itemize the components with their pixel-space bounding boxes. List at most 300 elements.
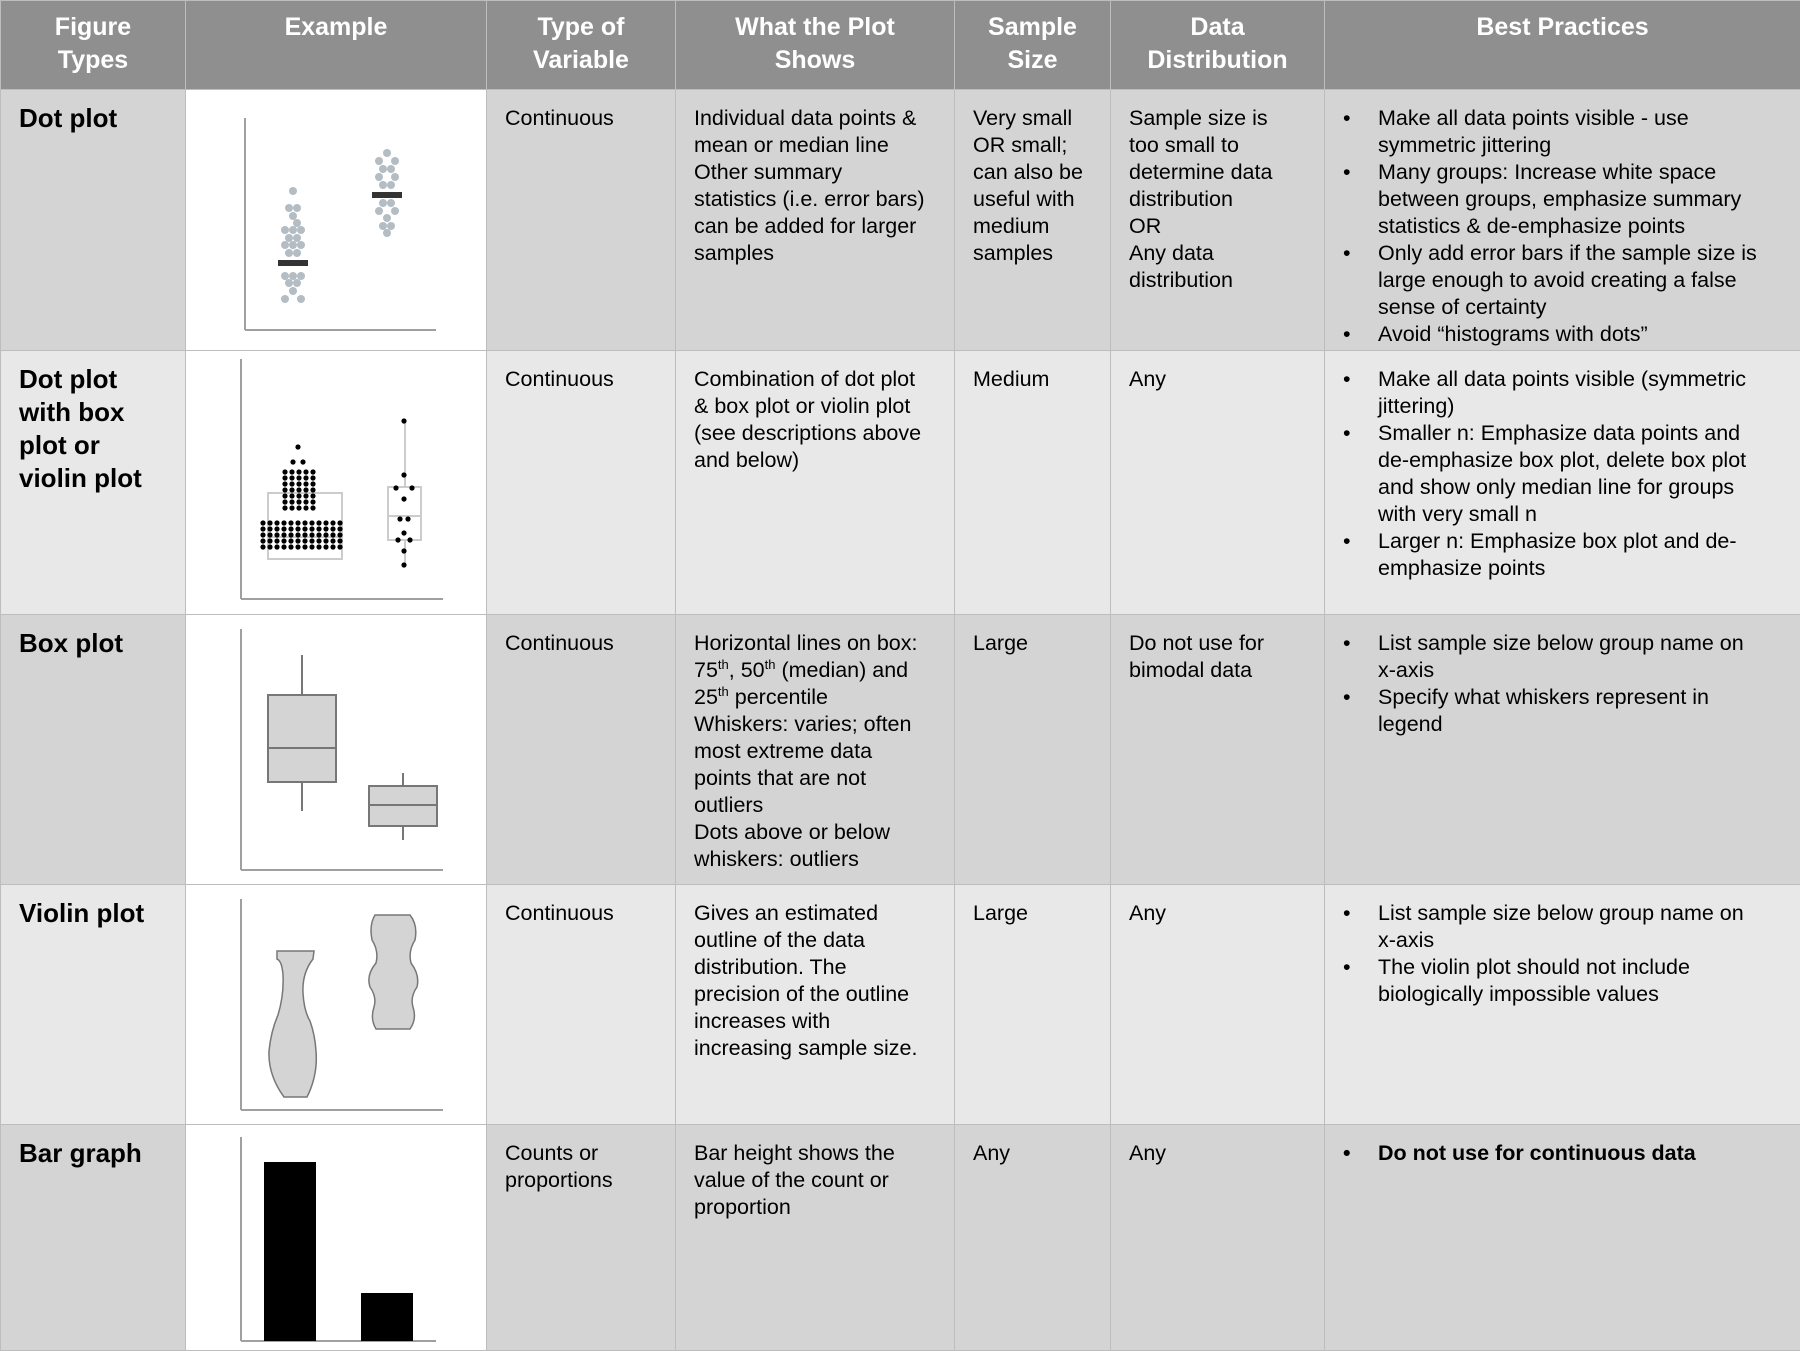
practice-text: • The violin plot should not include (1378, 954, 1784, 981)
data-point (302, 532, 307, 537)
figure-type-cell (1, 1125, 186, 1351)
data-point (330, 526, 335, 531)
shows-text: mean or median line (694, 132, 938, 159)
data-point (289, 287, 297, 295)
practice-text: sense of certainty (1378, 294, 1784, 321)
data-point (282, 469, 287, 474)
figure-type-cell (1, 90, 186, 351)
example-cell (186, 885, 487, 1125)
data-point (289, 212, 297, 220)
data-point (293, 234, 301, 242)
data-point (302, 544, 307, 549)
violin-shape (369, 915, 418, 1029)
shows-cell (676, 90, 955, 351)
data-point (391, 173, 399, 181)
shows-text: can be added for larger (694, 213, 938, 240)
data-point (296, 499, 301, 504)
data-point (379, 222, 387, 230)
practice-text: statistics & de-emphasize points (1378, 213, 1784, 240)
distribution-cell (1111, 351, 1325, 615)
data-point (289, 187, 297, 195)
data-point (337, 544, 342, 549)
data-point (289, 475, 294, 480)
shows-text: Individual data points & (694, 105, 938, 132)
variable-cell (487, 351, 676, 615)
sample-text: Large (973, 630, 1094, 657)
data-point (316, 544, 321, 549)
data-point (288, 520, 293, 525)
data-point (274, 520, 279, 525)
header-row (1, 1, 1800, 90)
data-point (281, 272, 289, 280)
table-row (1, 1125, 1800, 1351)
shows-text: Gives an estimated (694, 900, 938, 927)
sample-text: Large (973, 900, 1094, 927)
variable-text: Continuous (505, 105, 659, 132)
pct-25: 25 (694, 685, 718, 709)
data-point (260, 520, 265, 525)
data-point (330, 532, 335, 537)
table-row (1, 90, 1800, 351)
data-point (323, 538, 328, 543)
sample-text: OR small; (973, 132, 1094, 159)
header-text: Data (1111, 11, 1324, 44)
data-point (285, 279, 293, 287)
data-point (289, 481, 294, 486)
figure-type-text: violin plot (19, 462, 175, 495)
header-text: Figure (1, 11, 185, 44)
data-point (405, 516, 410, 521)
practice-text: • Larger n: Emphasize box plot and de- (1378, 528, 1784, 555)
variable-cell (487, 615, 676, 885)
data-point (401, 530, 406, 535)
distribution-text: distribution (1129, 267, 1308, 294)
best-practice-item (1343, 321, 1784, 348)
distribution-text: Sample size is (1129, 105, 1308, 132)
data-point (303, 469, 308, 474)
figure-type-text: Dot plot (19, 363, 175, 396)
best-practices-cell (1325, 1125, 1800, 1351)
practice-text: • Make all data points visible - use (1378, 105, 1784, 132)
data-point (288, 532, 293, 537)
example-cell (186, 90, 487, 351)
variable-text: proportions (505, 1167, 659, 1194)
sample-text: useful with (973, 186, 1094, 213)
dot-box-plot-example (186, 351, 487, 615)
data-point (323, 544, 328, 549)
data-point (393, 485, 398, 490)
violin-shape (269, 951, 316, 1097)
data-point (323, 532, 328, 537)
shows-text: increasing sample size. (694, 1035, 938, 1062)
best-practices-list (1343, 630, 1784, 738)
box-plot-example (186, 615, 487, 885)
header-text: Example (186, 11, 486, 44)
data-point (285, 234, 293, 242)
best-practice-item (1343, 1140, 1784, 1167)
data-point (309, 526, 314, 531)
data-point (260, 538, 265, 543)
data-point (288, 544, 293, 549)
data-point (387, 199, 395, 207)
example-cell (186, 351, 487, 615)
data-point (297, 295, 305, 303)
data-point (401, 496, 406, 501)
data-point (289, 241, 297, 249)
distribution-text: Any data (1129, 240, 1308, 267)
best-practice-item (1343, 528, 1784, 582)
sample-size-cell (955, 615, 1111, 885)
data-point (391, 157, 399, 165)
data-point (282, 499, 287, 504)
figure-type-cell (1, 351, 186, 615)
best-practice-item (1343, 159, 1784, 240)
best-practices-list (1343, 105, 1784, 348)
best-practice-item (1343, 420, 1784, 528)
ordinal-suffix: th (718, 657, 729, 672)
data-point (296, 475, 301, 480)
best-practices-cell (1325, 90, 1800, 351)
data-point (397, 516, 402, 521)
practice-text: de-emphasize box plot, delete box plot (1378, 447, 1784, 474)
data-point (289, 469, 294, 474)
data-point (281, 538, 286, 543)
data-point (282, 505, 287, 510)
distribution-cell (1111, 1125, 1325, 1351)
distribution-text: distribution (1129, 186, 1308, 213)
data-point (379, 199, 387, 207)
practice-text: and show only median line for groups (1378, 474, 1784, 501)
best-practice-item (1343, 105, 1784, 159)
distribution-text: Any (1129, 900, 1308, 927)
data-point (310, 481, 315, 486)
variable-text: Continuous (505, 366, 659, 393)
table-row (1, 351, 1800, 615)
header-text: Sample (955, 11, 1110, 44)
sample-text: Any (973, 1140, 1094, 1167)
data-point (297, 226, 305, 234)
data-point (303, 499, 308, 504)
percentile-label: percentile (729, 685, 828, 709)
practice-text: • Only add error bars if the sample size is (1378, 240, 1784, 267)
data-point (295, 520, 300, 525)
distribution-text: too small to (1129, 132, 1308, 159)
best-practices-list (1343, 366, 1784, 582)
data-point (379, 181, 387, 189)
best-practice-item (1343, 366, 1784, 420)
data-point (295, 526, 300, 531)
practice-text: jittering) (1378, 393, 1784, 420)
data-point (281, 526, 286, 531)
data-point (303, 493, 308, 498)
data-point (295, 444, 300, 449)
median-line (372, 192, 402, 198)
best-practice-item (1343, 954, 1784, 1008)
data-point (323, 520, 328, 525)
data-point (407, 537, 412, 542)
shows-text: distribution. The (694, 954, 938, 981)
figure-type-text: Box plot (19, 627, 175, 660)
shows-text: statistics (i.e. error bars) (694, 186, 938, 213)
practice-text: with very small n (1378, 501, 1784, 528)
best-practices-list (1343, 1140, 1784, 1167)
shows-cell (676, 351, 955, 615)
variable-cell (487, 1125, 676, 1351)
pct-75: 75 (694, 658, 718, 682)
distribution-cell (1111, 90, 1325, 351)
data-point (282, 487, 287, 492)
shows-text: whiskers: outliers (694, 846, 938, 873)
header-text: Shows (676, 44, 954, 77)
data-point (300, 459, 305, 464)
shows-text: & box plot or violin plot (694, 393, 938, 420)
data-point (387, 222, 395, 230)
data-point (297, 241, 305, 249)
percentile-line (694, 657, 938, 684)
shows-text: Dots above or below (694, 819, 938, 846)
data-point (281, 544, 286, 549)
header-sample-size (955, 1, 1111, 90)
distribution-text: Any (1129, 1140, 1308, 1167)
data-point (337, 532, 342, 537)
data-point (383, 149, 391, 157)
shows-cell (676, 885, 955, 1125)
median-label: (median) and (775, 658, 908, 682)
best-practice-item (1343, 630, 1784, 684)
data-point (375, 173, 383, 181)
table-row (1, 885, 1800, 1125)
data-point (267, 520, 272, 525)
data-point (293, 279, 301, 287)
shows-text: value of the count or (694, 1167, 938, 1194)
distribution-text: determine data (1129, 159, 1308, 186)
data-point (296, 481, 301, 486)
data-point (295, 544, 300, 549)
shows-text: points that are not (694, 765, 938, 792)
distribution-cell (1111, 615, 1325, 885)
box (268, 695, 336, 782)
data-point (316, 532, 321, 537)
data-point (303, 481, 308, 486)
data-point (383, 214, 391, 222)
median-line (278, 260, 308, 266)
variable-cell (487, 90, 676, 351)
data-point (323, 526, 328, 531)
violin-plot-example (186, 885, 487, 1125)
data-point (267, 526, 272, 531)
data-point (260, 532, 265, 537)
bar (264, 1162, 316, 1341)
header-text: Distribution (1111, 44, 1324, 77)
best-practice-item (1343, 240, 1784, 321)
dot-group-1 (281, 187, 305, 303)
header-text: Type of (487, 11, 675, 44)
sample-text: can also be (973, 159, 1094, 186)
shows-text: and below) (694, 447, 938, 474)
data-point (303, 505, 308, 510)
data-point (295, 538, 300, 543)
example-cell (186, 615, 487, 885)
practice-text: symmetric jittering (1378, 132, 1784, 159)
data-point (337, 520, 342, 525)
data-point (282, 493, 287, 498)
header-type-of-variable (487, 1, 676, 90)
data-point (395, 537, 400, 542)
data-point (302, 526, 307, 531)
header-data-distribution (1111, 1, 1325, 90)
dot-group-3 (260, 444, 342, 549)
separator: , (729, 658, 741, 682)
shows-text: most extreme data (694, 738, 938, 765)
shows-text: increases with (694, 1008, 938, 1035)
bar-graph-example (186, 1125, 487, 1351)
data-point (296, 493, 301, 498)
data-point (293, 204, 301, 212)
practice-text: biologically impossible values (1378, 981, 1784, 1008)
data-point (316, 526, 321, 531)
data-point (290, 459, 295, 464)
practice-text: • List sample size below group name on (1378, 630, 1784, 657)
data-point (330, 538, 335, 543)
data-point (260, 526, 265, 531)
practice-text: x-axis (1378, 927, 1784, 954)
data-point (330, 520, 335, 525)
data-point (316, 520, 321, 525)
data-point (281, 295, 289, 303)
data-point (267, 544, 272, 549)
data-point (289, 487, 294, 492)
best-practices-cell (1325, 615, 1800, 885)
practice-text: emphasize points (1378, 555, 1784, 582)
sample-text: Very small (973, 105, 1094, 132)
data-point (281, 241, 289, 249)
best-practice-item (1343, 900, 1784, 954)
sample-text: Medium (973, 366, 1094, 393)
data-point (295, 532, 300, 537)
data-point (302, 538, 307, 543)
header-example (186, 1, 487, 90)
practice-text: • Many groups: Increase white space (1378, 159, 1784, 186)
data-point (289, 493, 294, 498)
best-practices-cell (1325, 885, 1800, 1125)
distribution-text: bimodal data (1129, 657, 1308, 684)
practice-text: • Avoid “histograms with dots” (1378, 321, 1784, 348)
data-point (401, 472, 406, 477)
shows-text: outliers (694, 792, 938, 819)
data-point (281, 226, 289, 234)
data-point (303, 475, 308, 480)
data-point (375, 157, 383, 165)
header-text: Variable (487, 44, 675, 77)
data-point (337, 526, 342, 531)
practice-text: legend (1378, 711, 1784, 738)
header-best-practices (1325, 1, 1800, 90)
data-point (288, 538, 293, 543)
data-point (281, 520, 286, 525)
data-point (296, 469, 301, 474)
data-point (285, 204, 293, 212)
shows-cell (676, 1125, 955, 1351)
sample-text: samples (973, 240, 1094, 267)
data-point (310, 469, 315, 474)
data-point (309, 544, 314, 549)
data-point (310, 493, 315, 498)
distribution-text: OR (1129, 213, 1308, 240)
pct-50: 50 (741, 658, 765, 682)
practice-text: • Specify what whiskers represent in (1378, 684, 1784, 711)
variable-cell (487, 885, 676, 1125)
data-point (289, 272, 297, 280)
shows-cell (676, 615, 955, 885)
data-point (316, 538, 321, 543)
figure-type-text: Bar graph (19, 1137, 175, 1170)
practice-text: between groups, emphasize summary (1378, 186, 1784, 213)
shows-text: Horizontal lines on box: (694, 630, 938, 657)
figure-type-text: Violin plot (19, 897, 175, 930)
shows-text: precision of the outline (694, 981, 938, 1008)
practice-text: • List sample size below group name on (1378, 900, 1784, 927)
data-point (401, 548, 406, 553)
data-point (303, 487, 308, 492)
data-point (309, 538, 314, 543)
data-point (281, 532, 286, 537)
figure-type-cell (1, 885, 186, 1125)
data-point (330, 544, 335, 549)
data-point (383, 229, 391, 237)
data-point (267, 538, 272, 543)
figure-type-text: with box (19, 396, 175, 429)
figure-type-cell (1, 615, 186, 885)
data-point (375, 207, 383, 215)
header-what-plot-shows (676, 1, 955, 90)
figure-type-text: plot or (19, 429, 175, 462)
distribution-cell (1111, 885, 1325, 1125)
data-point (274, 544, 279, 549)
sample-size-cell (955, 90, 1111, 351)
variable-text: Continuous (505, 900, 659, 927)
data-point (285, 249, 293, 257)
data-point (288, 526, 293, 531)
distribution-text: Any (1129, 366, 1308, 393)
practice-text: • Smaller n: Emphasize data points and (1378, 420, 1784, 447)
data-point (401, 418, 406, 423)
data-point (296, 505, 301, 510)
header-text: Types (1, 44, 185, 77)
best-practices-list (1343, 900, 1784, 1008)
data-point (293, 219, 301, 227)
variable-text: Counts or (505, 1140, 659, 1167)
data-point (267, 532, 272, 537)
data-point (274, 526, 279, 531)
data-point (297, 272, 305, 280)
header-text: What the Plot (676, 11, 954, 44)
data-point (260, 544, 265, 549)
sample-size-cell (955, 351, 1111, 615)
example-cell (186, 1125, 487, 1351)
data-point (289, 499, 294, 504)
header-text: Best Practices (1325, 11, 1800, 44)
ordinal-suffix: th (765, 657, 776, 672)
data-point (309, 532, 314, 537)
data-point (310, 475, 315, 480)
data-point (310, 487, 315, 492)
practice-text: large enough to avoid creating a false (1378, 267, 1784, 294)
header-text: Size (955, 44, 1110, 77)
header-figure-types (1, 1, 186, 90)
sample-size-cell (955, 1125, 1111, 1351)
data-point (379, 165, 387, 173)
data-point (274, 532, 279, 537)
